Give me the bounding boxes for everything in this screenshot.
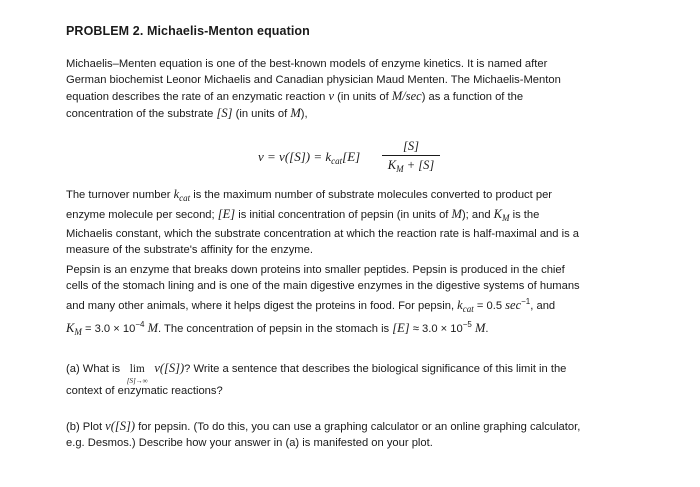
part-b-line-1: (b) Plot v([S]) for pepsin. (To do this, you can use a graphing calculator or an online graphing calculator, (66, 419, 581, 433)
pepsin-paragraph (66, 262, 636, 340)
problem-title: PROBLEM 2. Michaelis-Menton equation (66, 24, 310, 38)
turnover-line-2: enzyme molecule per second; [E] is initial concentration of pepsin (in units of M); and $K_M$ is the (66, 207, 540, 223)
pepsin-line-1: Pepsin is an enzyme that breaks down proteins into smaller peptides. Pepsin is produced in the chief (66, 264, 565, 276)
fraction-numerator: [S] (403, 139, 419, 153)
part-a-line-1: (a) What is lim [S]→∞ v([S])? Write a sentence that describes the biological significance of this limit in the (66, 360, 636, 377)
pepsin-line-4: $K_M = 3.0 \times 10^{-4}$ M. The concentration of pepsin in the stomach is $[E] \approx 3.0 \times 10^{-5}$ M. (66, 320, 489, 337)
turnover-line-1: The turnover number $k_{cat}$ is the maximum number of substrate molecules converted to product per (66, 187, 553, 203)
part-b (66, 418, 636, 451)
fraction-denominator: $K_M + [S]$ (387, 158, 435, 174)
turnover-paragraph (66, 186, 636, 258)
part-a (66, 360, 636, 399)
intro-line-4: concentration of the substrate [S] (in units of M), (66, 106, 308, 120)
part-b-line-2: e.g. Desmos.) Describe how your answer in (a) is manifested on your plot. (66, 437, 433, 449)
pepsin-line-2: cells of the stomach lining and is one of the main digestive enzymes in the digestive systems of humans (66, 280, 580, 292)
intro-line-1: Michaelis–Menten equation is one of the best-known models of enzyme kinetics. It is named after (66, 58, 548, 70)
intro-line-2: German biochemist Leonor Michaelis and Canadian physician Maud Menten. The Michaelis-Menton (66, 74, 561, 86)
turnover-line-4: measure of the substrate's affinity for the enzyme. (66, 244, 313, 256)
equation-fraction (382, 138, 440, 177)
michaelis-menten-equation (258, 138, 478, 178)
part-a-line-2: context of enzymatic reactions? (66, 385, 223, 397)
limit-notation: lim [S]→∞ (123, 361, 151, 377)
intro-line-3: equation describes the rate of an enzymatic reaction v (in units of M/sec) as a function of the (66, 89, 524, 103)
limit-subscript: [S]→∞ (126, 377, 148, 385)
pepsin-line-3: and many other animals, where it helps digest the proteins in food. For pepsin, $k_{cat} = 0.5$ $\sec^{-1}$, and (66, 297, 556, 314)
equation-lhs: $v = v([S]) = k_{cat}[E]$ (258, 149, 361, 166)
intro-paragraph (66, 56, 636, 122)
turnover-line-3: Michaelis constant, which the substrate concentration at which the reaction rate is half-maximal and is a (66, 228, 580, 240)
fraction-bar (382, 155, 440, 156)
